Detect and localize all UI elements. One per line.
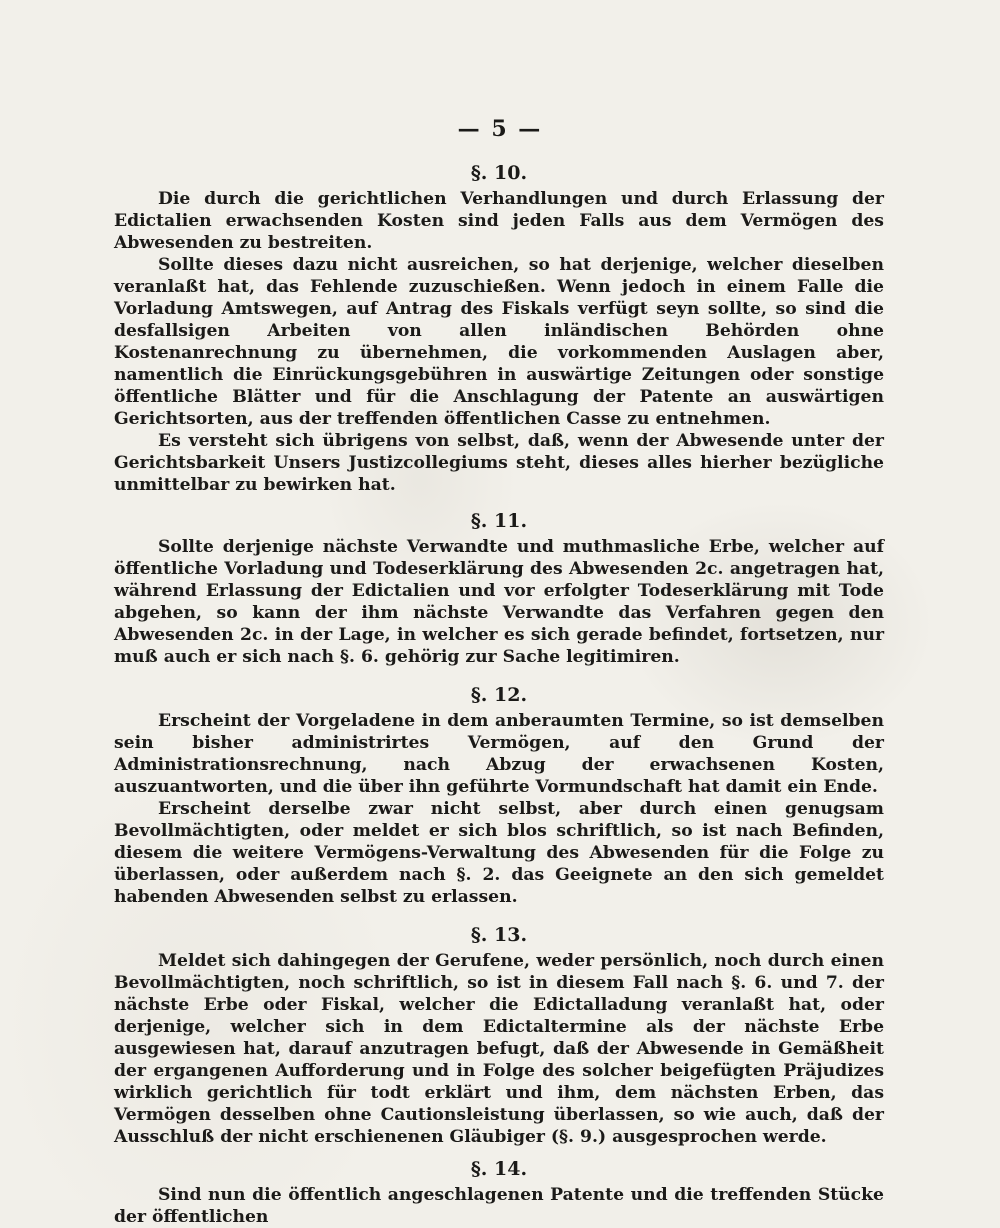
section-12 — [114, 682, 884, 908]
paragraph: Sind nun die öffentlich angeschlagenen Patente und die treffenden Stücke der öffentlichen — [114, 1185, 884, 1227]
section-14 — [114, 1156, 884, 1228]
section-heading: §. 10. — [470, 162, 528, 184]
page-number-header: — 5 — — [457, 116, 543, 142]
paragraph: Es versteht sich übrigens von selbst, daß, wenn der Abwesende unter der Gerichtsbarkeit Unsers Justizcollegiums steht, dieses alles hierher bezügliche unmittelbar zu bewirken hat. — [114, 431, 884, 495]
section-heading: §. 13. — [470, 924, 528, 946]
paragraph: Meldet sich dahingegen der Gerufene, weder persönlich, noch durch einen Bevollmächtigten, noch schriftlich, so ist in diesem Fall nach §. 6. und 7. der nächste Erbe oder Fiskal, welcher die Edictalladung veranlaßt hat, oder derjenige, welcher sich in dem Edictaltermine als der nächste Erbe ausgewiesen hat, darauf anzutragen befugt, daß der Abwesende in Gemäßheit der ergangenen Aufforderung und in Folge des solcher beigefügten Präjudizes wirklich gerichtlich für todt erklärt und ihm, dem nächsten Erben, das Vermögen desselben ohne Cautionsleistung überlassen, so wie auch, daß der Ausschluß der nicht erschienenen Gläubiger (§. 9.) ausgesprochen werde. — [114, 951, 884, 1147]
paragraph: Die durch die gerichtlichen Verhandlungen und durch Erlassung der Edictalien erwachsenden Kosten sind jeden Falls aus dem Vermögen des Abwesenden zu bestreiten. — [114, 189, 884, 253]
paragraph: Sollte derjenige nächste Verwandte und muthmasliche Erbe, welcher auf öffentliche Vorladung und Todeserklärung des Abwesenden 2c. angetragen hat, während Erlassung der Edictalien und vor erfolgter Todeserklärung mit Tode abgehen, so kann der ihm nächste Verwandte das Verfahren gegen den Abwesenden 2c. in der Lage, in welcher es sich gerade befindet, fortsetzen, nur muß auch er sich nach §. 6. gehörig zur Sache legitimiren. — [114, 537, 884, 667]
paragraph: Erscheint der Vorgeladene in dem anberaumten Termine, so ist demselben sein bisher administrirtes Vermögen, auf den Grund der Administrationsrechnung, nach Abzug der erwachsenen Kosten, auszuantworten, und die über ihn geführte Vormundschaft hat damit ein Ende. — [114, 711, 884, 797]
section-heading: §. 12. — [470, 684, 528, 706]
paragraph: Erscheint derselbe zwar nicht selbst, aber durch einen genugsam Bevollmächtigten, oder meldet er sich blos schriftlich, so ist nach Befinden, diesem die weitere Vermögens-Verwaltung des Abwesenden für die Folge zu überlassen, oder außerdem nach §. 2. das Geeignete an den sich gemeldet habenden Abwesenden selbst zu erlassen. — [114, 799, 884, 907]
section-heading: §. 14. — [470, 1158, 528, 1180]
section-10 — [114, 160, 884, 496]
paragraph: Sollte dieses dazu nicht ausreichen, so hat derjenige, welcher dieselben veranlaßt hat, das Fehlende zuzuschießen. Wenn jedoch in einem Falle die Vorladung Amtswegen, auf Antrag des Fiskals verfügt seyn sollte, so sind die desfallsigen Arbeiten von allen inländischen Behörden ohne Kostenanrechnung zu übernehmen, die vorkommenden Auslagen aber, namentlich die Einrückungsgebühren in auswärtige Zeitungen oder sonstige öffentliche Blätter und für die Anschlagung der Patente an auswärtigen Gerichtsorten, aus der treffenden öffentlichen Casse zu entnehmen. — [114, 255, 884, 429]
section-13 — [114, 922, 884, 1148]
document-body — [114, 160, 884, 1228]
section-heading: §. 11. — [470, 510, 528, 532]
section-11 — [114, 508, 884, 668]
